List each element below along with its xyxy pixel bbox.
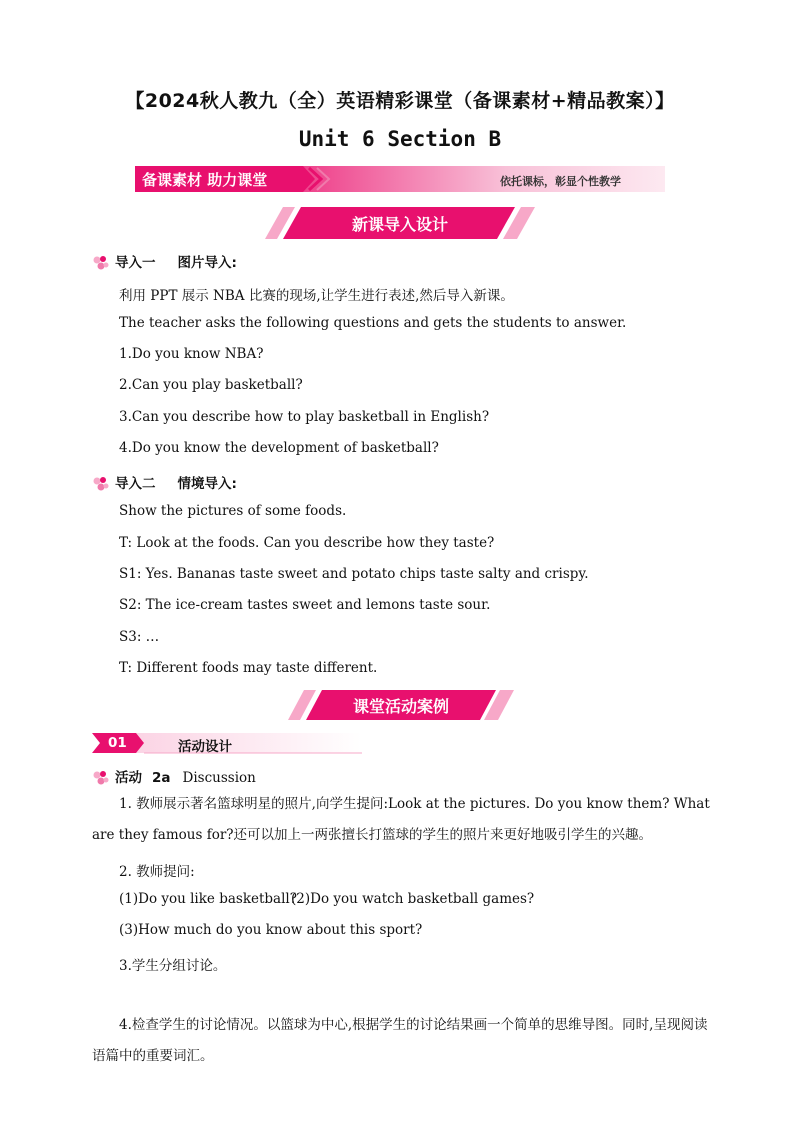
intro2-line-3: S1: Yes. Bananas taste sweet and potato chips taste salty and crispy. [119, 566, 589, 582]
intro2-line-1: Show the pictures of some foods. [119, 503, 347, 519]
intro2-type: 情境导入: [177, 476, 237, 492]
activity-number: 01 [108, 735, 127, 751]
activity-code: 2a [152, 770, 171, 786]
intro2-label: 导入二 [115, 476, 156, 492]
intro2-line-6: T: Different foods may taste different. [119, 660, 378, 676]
intro1-line-4: 2.Can you play basketball? [119, 377, 303, 393]
intro1-line-2: The teacher asks the following questions and gets the students to answer. [119, 315, 627, 331]
intro1-line-1: 利用 PPT 展示 NBA 比赛的现场,让学生进行表述,然后导入新课。 [119, 288, 514, 304]
activity-paragraph-1: 1. 教师展示著名篮球明星的照片,向学生提问:Look at the pictures. Do you know them? What are they famous for?还可以加上一两张擅长打篮球的学生的照片来更好地吸引学生的兴趣。 [92, 796, 710, 843]
intro1-line-3: 1.Do you know NBA? [119, 346, 264, 362]
ribbon-label: 备课素材 助力课堂 [142, 171, 268, 189]
activity-name: Discussion [182, 770, 256, 786]
intro1-heading [92, 251, 237, 271]
flower-icon [92, 771, 110, 785]
intro2-line-4: S2: The ice-cream tastes sweet and lemons taste sour. [119, 597, 491, 613]
section-banner-activity-text: 课堂活动案例 [352, 697, 449, 716]
activity-question-2: (2)Do you watch basketball games? [291, 891, 535, 907]
activity-question-1: (1)Do you like basketball? [119, 891, 297, 907]
intro1-label: 导入一 [115, 255, 156, 271]
activity-paragraph-4: 4.检查学生的讨论情况。以篮球为中心,根据学生的讨论结果画一个简单的思维导图。同时,呈现阅读语篇中的重要词汇。 [92, 1017, 708, 1064]
activity-design-title: 活动设计 [178, 739, 232, 755]
activity-heading [92, 766, 256, 786]
intro2-heading [92, 472, 237, 492]
intro2-line-2: T: Look at the foods. Can you describe how they taste? [119, 535, 495, 551]
activity-label: 活动 [115, 770, 142, 786]
section-banner-intro-text: 新课导入设计 [351, 215, 448, 234]
flower-icon [92, 477, 110, 491]
document-title: 【2024秋人教九（全）英语精彩课堂（备课素材+精品教案）】 [125, 90, 675, 112]
intro1-type: 图片导入: [177, 255, 237, 271]
intro2-line-5: S3: … [119, 629, 160, 645]
activity-question-3: (3)How much do you know about this sport? [119, 922, 423, 938]
document-subtitle: Unit 6 Section B [298, 127, 502, 151]
intro1-line-6: 4.Do you know the development of basketball? [119, 440, 439, 456]
intro1-line-5: 3.Can you describe how to play basketball in English? [119, 409, 490, 425]
ribbon-tagline: 依托课标，彰显个性教学 [500, 175, 621, 188]
activity-paragraph-3: 3.学生分组讨论。 [119, 958, 227, 974]
activity-paragraph-2: 2. 教师提问: [119, 864, 195, 880]
flower-icon [92, 256, 110, 270]
